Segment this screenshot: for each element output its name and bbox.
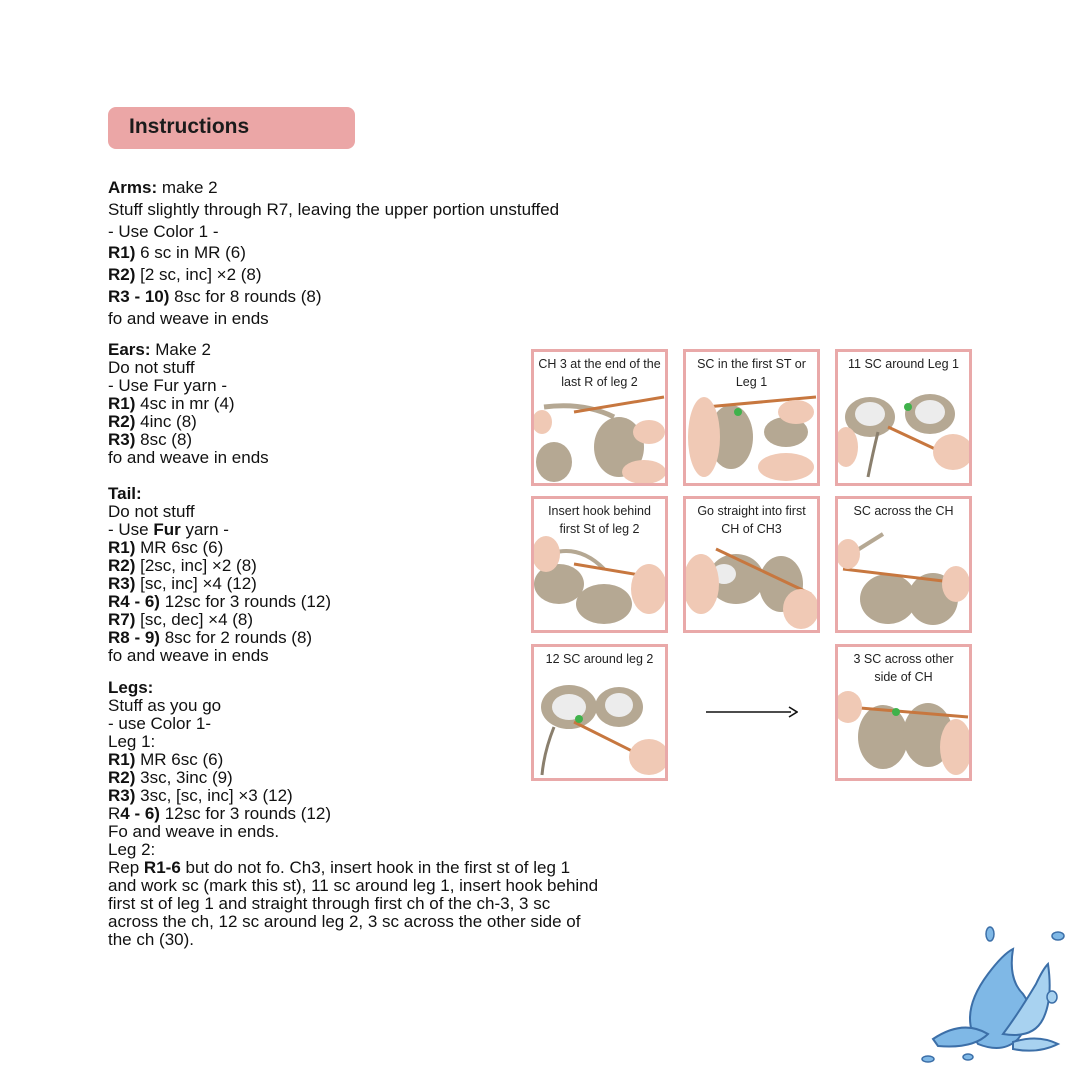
step-photo bbox=[683, 496, 820, 633]
photo-caption: 12 SC around leg 2 bbox=[545, 652, 654, 666]
legs-section: Legs: Stuff as you go - use Color 1- Leg 1: R1) MR 6sc (6) R2) 3sc, 3inc (9) R3) 3sc, [sc, inc] ×3 (12) R4 - 6) 12sc for 3 rounds (12) Fo and weave in ends. Leg 2: Rep R1-6 but do not fo. Ch3, insert hook in the first st of leg 1 and work sc (mark this st), 11 sc around leg 1, insert hook behind first st of leg 1 and straight through first ch of the ch-3, 3 sc across the ch, 12 sc around leg 2, 3 sc across the other side of the ch (30). bbox=[108, 679, 608, 949]
step-photo bbox=[531, 644, 668, 781]
photo-caption: Go straight into first CH of CH3 bbox=[697, 504, 806, 536]
tail-section: Tail: Do not stuff - Use Fur yarn - R1) MR 6sc (6) R2) [2sc, inc] ×2 (8) R3) [sc, inc] ×4 (12) R4 - 6) 12sc for 3 rounds (12) R7) [sc, dec] ×4 (8) R8 - 9) 8sc for 2 rounds (8) fo and weave in ends bbox=[108, 484, 331, 665]
arms-section: Arms: make 2 Stuff slightly through R7, leaving the upper portion unstuffed - Use Color 1 - R1) 6 sc in MR (6) R2) [2 sc, inc] ×2 (8) R3 - 10) 8sc for 8 rounds (8) fo and weave in ends bbox=[108, 178, 560, 328]
step-photo bbox=[835, 349, 972, 486]
photo-caption: CH 3 at the end of the last R of leg 2 bbox=[538, 357, 661, 389]
tail-title: Tail: bbox=[108, 484, 142, 503]
section-title: Instructions bbox=[129, 115, 250, 138]
step-photo bbox=[531, 349, 668, 486]
ears-title: Ears: bbox=[108, 340, 151, 359]
photo-caption: SC in the first ST or Leg 1 bbox=[697, 357, 806, 389]
photo-caption: 3 SC across other side of CH bbox=[853, 652, 954, 684]
photo-caption: SC across the CH bbox=[853, 504, 954, 518]
photo-caption: Insert hook behind first St of leg 2 bbox=[548, 504, 651, 536]
step-photo bbox=[835, 496, 972, 633]
step-photo bbox=[835, 644, 972, 781]
arms-title: Arms: bbox=[108, 178, 158, 197]
step-photo bbox=[531, 496, 668, 633]
water-splash-icon bbox=[918, 924, 1068, 1064]
ears-section: Ears: Make 2 Do not stuff - Use Fur yarn - R1) 4sc in mr (4) R2) 4inc (8) R3) 8sc (8) fo and weave in ends bbox=[108, 340, 269, 467]
step-photo bbox=[683, 349, 820, 486]
photo-caption: 11 SC around Leg 1 bbox=[848, 357, 959, 371]
arrow-right-icon bbox=[706, 705, 798, 719]
section-header bbox=[108, 107, 355, 149]
leg2-instructions: Rep R1-6 but do not fo. Ch3, insert hook in the first st of leg 1 and work sc (mark this st), 11 sc around leg 1, insert hook behind first st of leg 1 and straight through first ch of the ch-3, 3 sc across the ch, 12 sc around leg 2, 3 sc across the other side of the ch (30). bbox=[108, 858, 599, 949]
legs-title: Legs: bbox=[108, 678, 154, 697]
